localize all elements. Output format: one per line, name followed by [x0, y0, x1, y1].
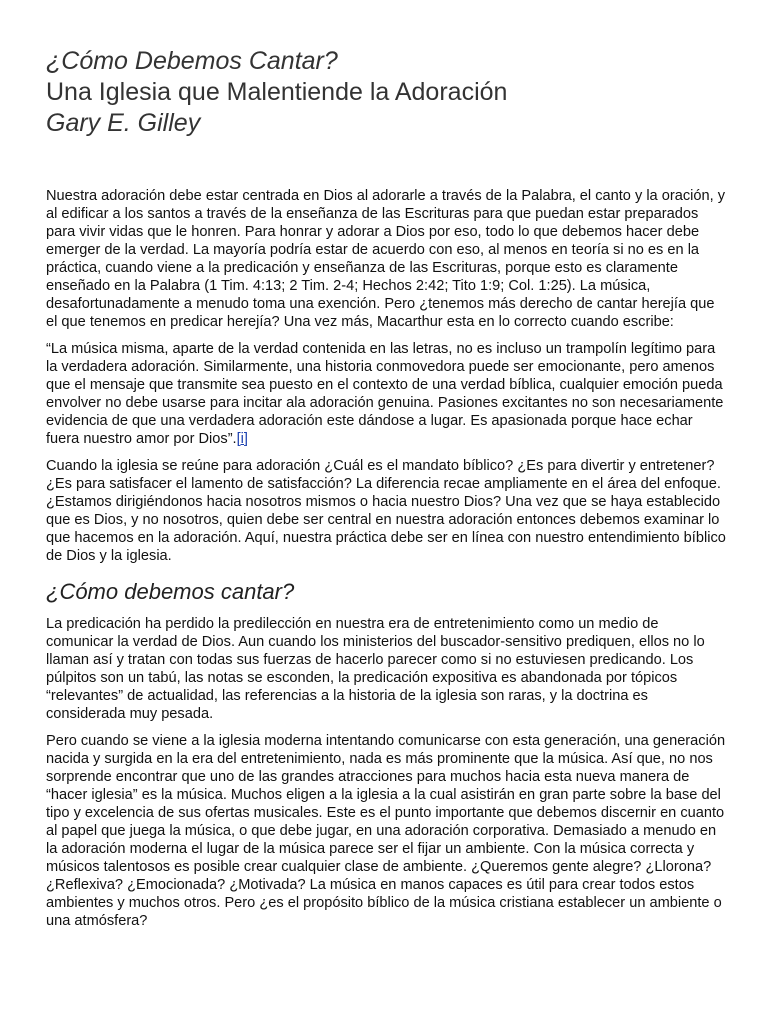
quote-text: “La música misma, aparte de la verdad contenida en las letras, no es incluso un trampolín legítimo para la verdadera adoración. Similarmente, una historia conmovedora puede ser emocionante, pero amenos que el mensaje que transmite sea puesto en el contexto de una verdad bíblica, cualquier emoción pueda envolver no debe usarse para incitar ala adoración genuina. Pasiones excitantes no son necesariamente evidencia de que una verdadera adoración este dándose a lugar. Es apasionada porque hace echar fuera nuestro amor por Dios”. — [46, 341, 724, 447]
document-subtitle: Una Iglesia que Malentiende la Adoración — [46, 78, 508, 106]
title-block — [46, 46, 728, 139]
document-author: Gary E. Gilley — [46, 109, 201, 137]
section-heading: ¿Cómo debemos cantar? — [46, 579, 295, 604]
paragraph-intro: Nuestra adoración debe estar centrada en Dios al adorarle a través de la Palabra, el canto y la oración, y al edificar a los santos a través de la enseñanza de las Escrituras para que puedan estar preparados para vivir vidas que le honren. Para honrar y adorar a Dios por eso, todo lo que debemos hacer debe emerger de la verdad. La mayoría podría estar de acuerdo con eso, al menos en teoría si no es en la práctica, cuando viene a la predicación y enseñanza de las Escrituras, porque esto es claramente enseñado en la Palabra (1 Tim. 4:13; 2 Tim. 2-4; Hechos 2:42; Tito 1:9; Col. 1:25). La música, desafortunadamente a menudo toma una exención. Pero ¿tenemos más derecho de cantar herejía que el que tenemos en predicar herejía? Una vez más, Macarthur esta en lo correcto cuando escribe: — [46, 188, 726, 330]
paragraph-music: Pero cuando se viene a la iglesia moderna intentando comunicarse con esta generación, una generación nacida y surgida en la era del entretenimiento, nada es más prominente que la música. Así que, no nos sorprende encontrar que uno de las grandes atracciones para muchos hacia esta nueva manera de “hacer iglesia” es la música. Muchos eligen a la iglesia a la cual asistirán en gran parte sobre la base del tipo y excelencia de sus ofertas musicales. Este es el punto importante que debemos discernir en cuanto al papel que juega la música, o que debe jugar, en una adoración corporativa. Demasiado a menudo en la adoración moderna el lugar de la música parece ser el fijar un ambiente. Con la música correcta y músicos talentosos es posible crear cualquier clase de ambiente. ¿Queremos gente alegre? ¿Llorona? ¿Reflexiva? ¿Emocionada? ¿Motivada? La música en manos capaces es útil para crear todos estos ambientes y muchos otros. Pero ¿es el propósito bíblico de la música cristiana establecer un ambiente o una atmósfera? — [46, 733, 726, 929]
paragraph-preaching: La predicación ha perdido la predilección en nuestra era de entretenimiento como un medio de comunicar la verdad de Dios. Aun cuando los ministerios del buscador-sensitivo prediquen, ellos no lo llaman así y tratan con todas sus fuerzas de hacerlo parecer como si no estuviesen predicando. Los púlpitos son un tabú, las notas se esconden, la predicación expositiva es abandonada por tópicos “relevantes” de actualidad, las referencias a la historia de la iglesia son raras, y la doctrina es considerada muy pesada. — [46, 616, 705, 722]
footnote-link[interactable]: [i] — [236, 431, 248, 447]
paragraph-worship-mandate: Cuando la iglesia se reúne para adoración ¿Cuál es el mandato bíblico? ¿Es para divertir y entretener? ¿Es para satisfacer el lamento de satisfacción? La diferencia recae ampliamente en el área del enfoque. ¿Estamos dirigiéndonos hacia nosotros mismos o hacia nuestro Dios? Una vez que se haya establecido que es Dios, y no nosotros, quien debe ser central en nuestra adoración entonces debemos examinar lo que hacemos en la adoración. Aquí, nuestra práctica debe ser en línea con nuestro entendimiento bíblico de Dios y la iglesia. — [46, 458, 726, 564]
quote-paragraph — [46, 340, 728, 448]
document-title: ¿Cómo Debemos Cantar? — [46, 47, 338, 75]
